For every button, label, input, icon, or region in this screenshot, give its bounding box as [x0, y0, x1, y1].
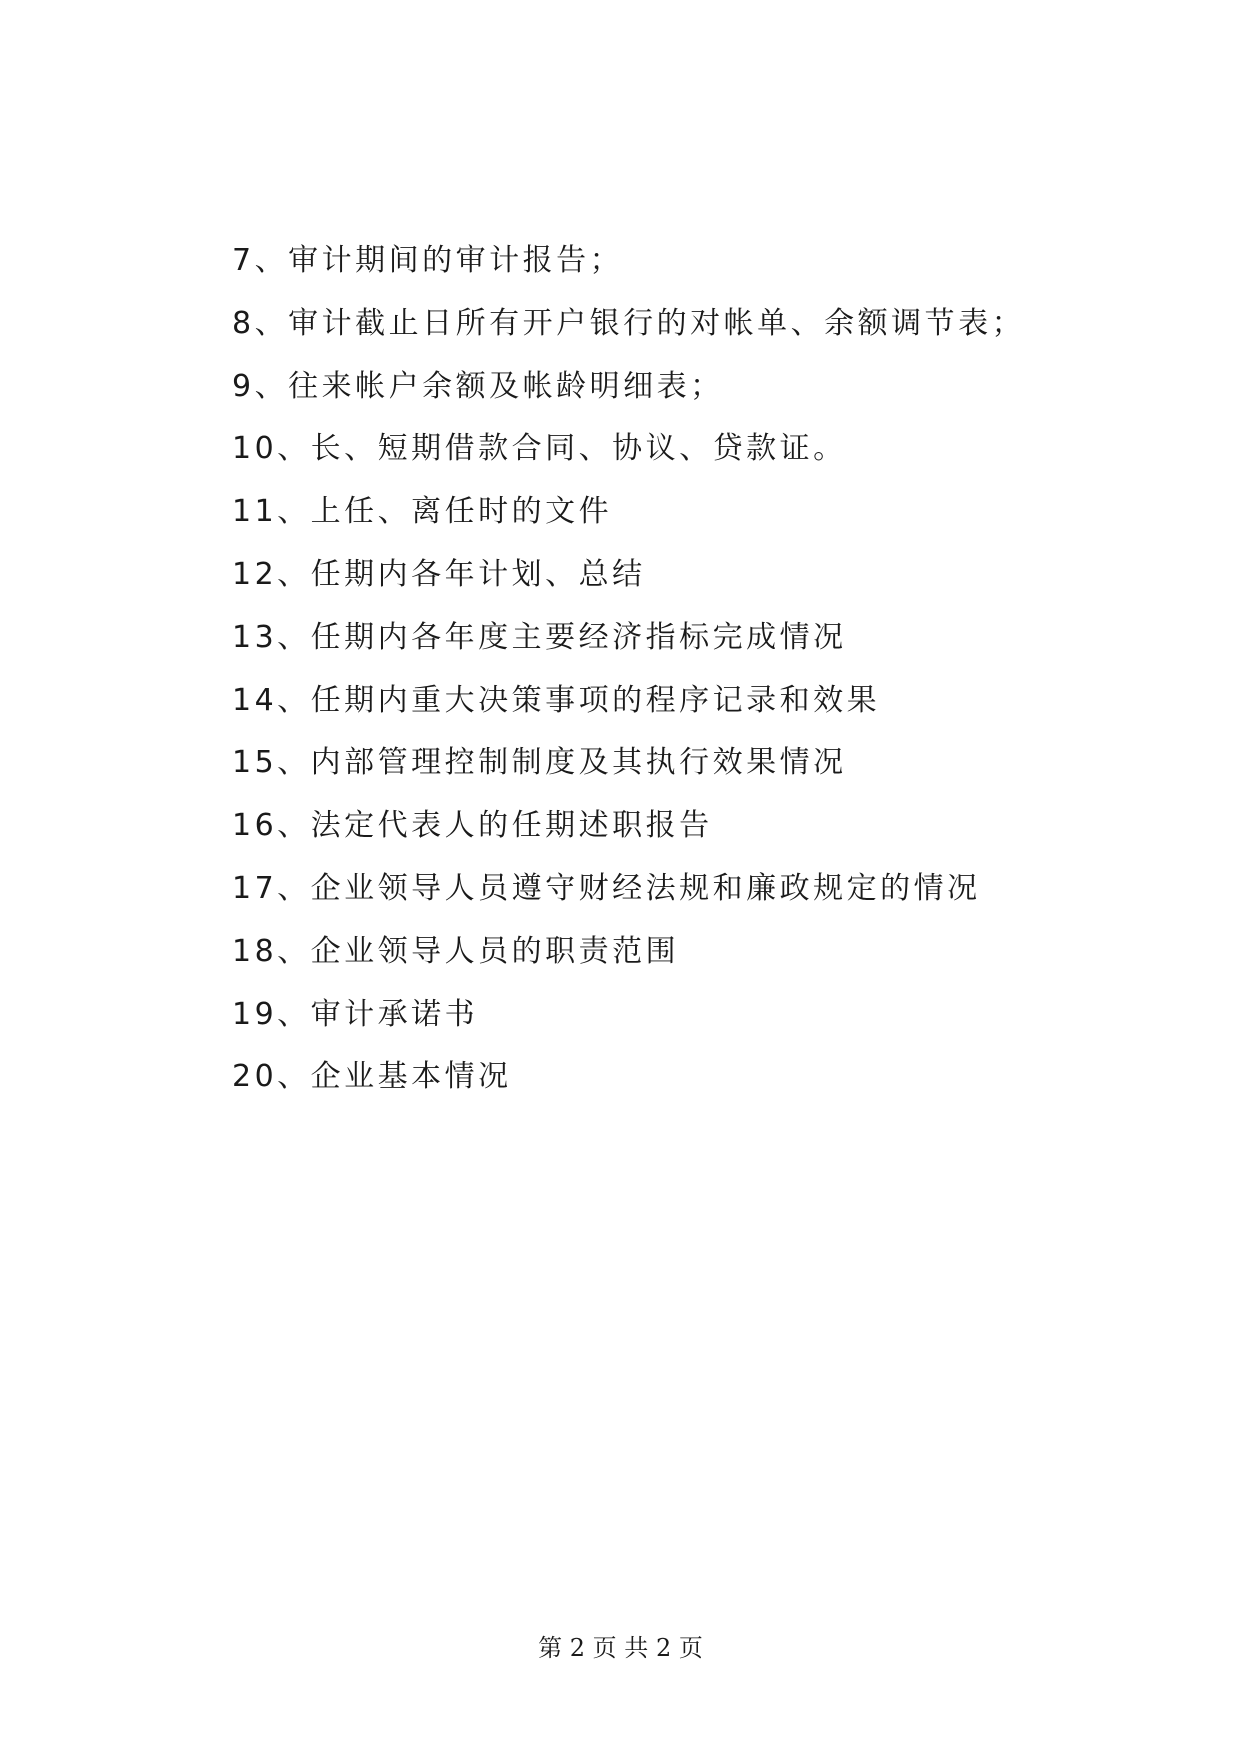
list-item: 10、长、短期借款合同、协议、贷款证。 [232, 431, 847, 467]
list-item: 16、法定代表人的任期述职报告 [232, 808, 713, 844]
list-item: 7、审计期间的审计报告； [232, 243, 624, 278]
list-item: 11、上任、离任时的文件 [232, 494, 613, 530]
list-item: 12、任期内各年计划、总结 [232, 556, 646, 592]
list-item: 19、审计承诺书 [232, 996, 479, 1032]
list-item: 9、往来帐户余额及帐龄明细表； [232, 368, 724, 404]
document-item-list [232, 230, 1112, 1109]
list-item: 14、任期内重大决策事项的程序记录和效果 [232, 682, 881, 718]
list-item: 8、审计截止日所有开户银行的对帐单、余额调节表； [232, 305, 1026, 341]
list-item: 15、内部管理控制制度及其执行效果情况 [232, 745, 847, 781]
list-item: 20、企业基本情况 [232, 1059, 512, 1095]
page-number-footer: 第 2 页 共 2 页 [538, 1634, 703, 1662]
list-item: 17、企业领导人员遵守财经法规和廉政规定的情况 [232, 870, 981, 906]
list-item: 18、企业领导人员的职责范围 [232, 933, 680, 969]
list-item: 13、任期内各年度主要经济指标完成情况 [232, 619, 847, 655]
